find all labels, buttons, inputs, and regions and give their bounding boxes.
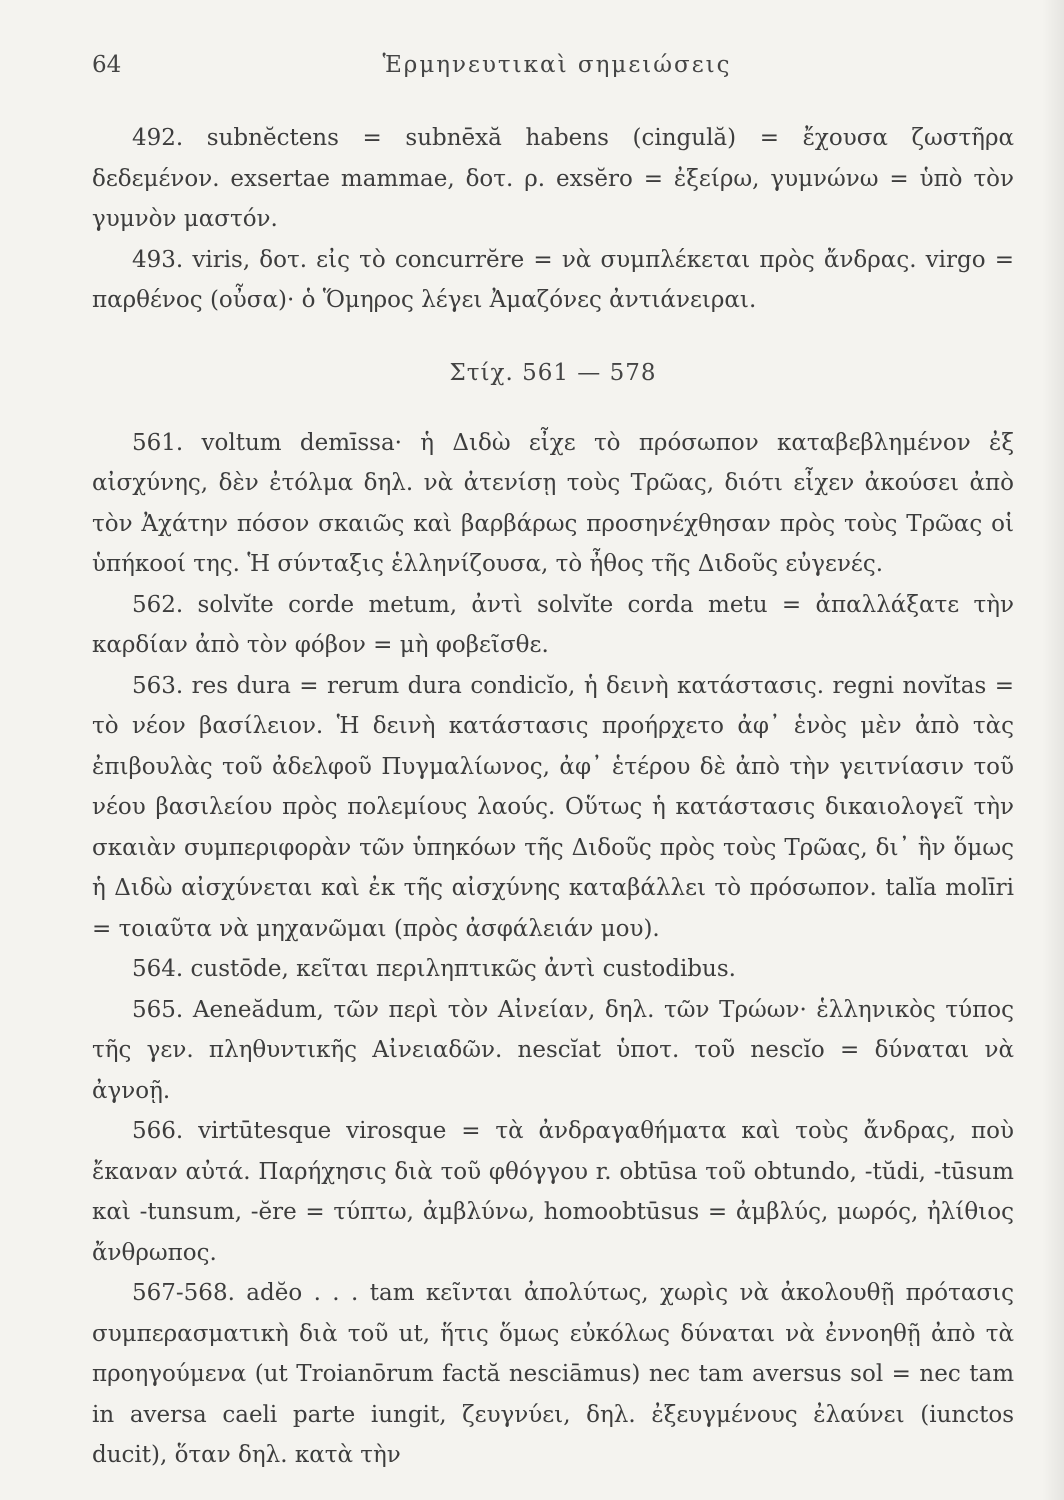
note-562: 562. solvĭte corde metum, ἀντὶ solvĭte corda metu = ἀπαλλάξατε τὴν καρδίαν ἀπὸ τὸν φόβον = μὴ φοβεῖσθε. (92, 591, 1014, 658)
note-565: 565. Aeneădum, τῶν περὶ τὸν Αἰνείαν, δηλ. τῶν Τρώων· ἑλληνικὸς τύπος τῆς γεν. πληθυντικῆς Αἰνειαδῶν. nescĭat ὑποτ. τοῦ nescĭo = δύναται νὰ ἀγνοῇ. (92, 996, 1014, 1104)
page-gutter-shadow (1042, 0, 1064, 1500)
note-561: 561. voltum demīssa· ἡ Διδὼ εἶχε τὸ πρόσωπον καταβεβλημένον ἐξ αἰσχύνης, δὲν ἐτόλμα δηλ. νὰ ἀτενίσῃ τοὺς Τρῶας, διότι εἶχεν ἀκούσει ἀπὸ τὸν Ἀχάτην πόσον σκαιῶς καὶ βαρβάρως προσηνέχθησαν πρὸς τοὺς Τρῶας οἱ ὑπήκοοί της. Ἡ σύνταξις ἑλληνίζουσα, τὸ ἦθος τῆς Διδοῦς εὐγενές. (92, 429, 1014, 577)
note-564: 564. custōde, κεῖται περιληπτικῶς ἀντὶ custodibus. (132, 956, 736, 982)
note-492: 492. subnĕctens = subnēxă habens (cingulă) = ἔχουσα ζωστῆρα δεδεμένον. exsertae mammae, δοτ. ρ. exsĕro = ἐξείρω, γυμνώνω = ὑπὸ τὸν γυμνὸν μαστόν. (92, 125, 1014, 232)
note-493: 493. viris, δοτ. εἰς τὸ concurrĕre = νὰ συμπλέκεται πρὸς ἄνδρας. virgo = παρθένος (οὖσα)· ὁ Ὅμηρος λέγει Ἀμαζόνες ἀντιάνειραι. (92, 246, 1014, 313)
running-title: Ἑρμηνευτικαὶ σημειώσεις (382, 52, 732, 78)
page-body (92, 118, 1014, 1476)
note-567-568: 567-568. adĕo . . . tam κεῖνται ἀπολύτως, χωρὶς νὰ ἀκολουθῇ πρότασις συμπερασματικὴ διὰ τοῦ ut, ἥτις ὅμως εὐκόλως δύναται νὰ ἐννοηθῇ ἀπὸ τὰ προηγούμενα (ut Troianōrum factă nesciāmus) nec tam aversus sol = nec tam in aversa caeli parte iungit, ζευγνύει, δηλ. ἐξευγμένους ἐλαύνει (iunctos ducit), ὅταν δηλ. κατὰ τὴν (92, 1280, 1014, 1468)
page-header (92, 52, 1022, 92)
note-563: 563. res dura = rerum dura condicĭo, ἡ δεινὴ κατάστασις. regni novĭtas = τὸ νέον βασίλειον. Ἡ δεινὴ κατάστασις προήρχετο ἀφ᾽ ἑνὸς μὲν ἀπὸ τὰς ἐπιβουλὰς τοῦ ἀδελφοῦ Πυγμαλίωνος, ἀφ᾽ ἑτέρου δὲ ἀπὸ τὴν γειτνίασιν τοῦ νέου βασιλείου πρὸς πολεμίους λαούς. Οὕτως ἡ κατάστασις δικαιολογεῖ τὴν σκαιὰν συμπεριφορὰν τῶν ὑπηκόων τῆς Διδοῦς πρὸς τοὺς Τρῶας, δι᾽ ἣν ὅμως ἡ Διδὼ αἰσχύνεται καὶ ἐκ τῆς αἰσχύνης καταβάλλει τὸ πρόσωπον. talĭa molīri = τοιαῦτα νὰ μηχανῶμαι (πρὸς ἀσφάλειάν μου). (92, 672, 1014, 942)
page-number: 64 (92, 52, 122, 78)
note-566: 566. virtūtesque virosque = τὰ ἀνδραγαθήματα καὶ τοὺς ἄνδρας, ποὺ ἔκαναν αὐτά. Παρήχησις διὰ τοῦ φθόγγου r. obtūsa τοῦ obtundo, -tŭdi, -tūsum καὶ -tunsum, -ĕre = τύπτω, ἀμβλύνω, homoobtūsus = ἀμβλύς, μωρός, ἠλίθιος ἄνθρωπος. (92, 1118, 1014, 1266)
section-heading: Στίχ. 561 — 578 (449, 359, 657, 386)
